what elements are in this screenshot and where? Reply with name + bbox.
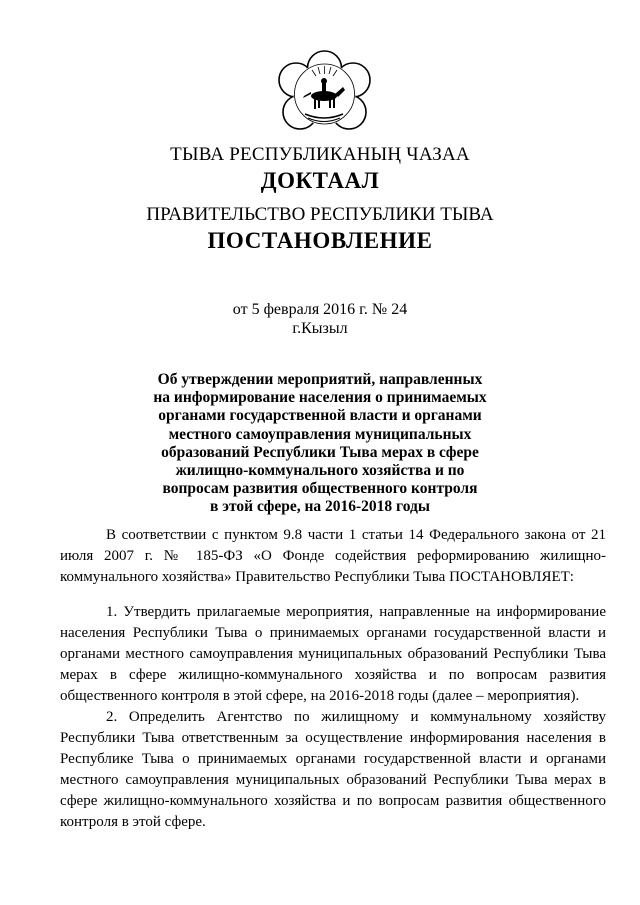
- tuvan-document-type: ДОКТААЛ: [260, 168, 380, 193]
- title-line: органами государственной власти и органами: [158, 407, 482, 425]
- russian-document-type: ПОСТАНОВЛЕНИЕ: [207, 228, 433, 253]
- title-line: местного самоуправления муниципальных: [168, 425, 472, 443]
- russian-government-name: ПРАВИТЕЛЬСТВО РЕСПУБЛИКИ ТЫВА: [146, 204, 494, 225]
- title-line: на информирование населения о принимаемых: [153, 389, 487, 407]
- title-line: образований Республики Тыва мерах в сфере: [161, 443, 479, 461]
- item-2-paragraph: 2. Определить Агентство по жилищному и коммунальному хозяйству Республики Тыва ответственным за осуществление информирования населения в Республике Тыва о принимаемых органами государственной власти и органами местного самоуправления муниципальных образований Республики Тыва мерах в сфере жилищно-коммунального хозяйства и по вопросам развития общественного контроля в этой сфере.: [60, 709, 606, 830]
- document-meta: [0, 300, 640, 338]
- title-line: жилищно-коммунального хозяйства и по: [175, 462, 465, 480]
- document-title: [150, 371, 490, 517]
- preamble-paragraph: В соответствии с пунктом 9.8 части 1 статьи 14 Федерального закона от 21 июля 2007 г. № 185-ФЗ «О Фонде содействия реформированию жилищно-коммунального хозяйства» Правительство Республики Тыва ПОСТАНОВЛЯЕТ:: [60, 527, 606, 585]
- city: г.Кызыл: [292, 320, 348, 337]
- title-line: в этой сфере, на 2016-2018 годы: [210, 498, 430, 516]
- date-number: от 5 февраля 2016 г. № 24: [232, 301, 408, 318]
- item-1-paragraph: 1. Утвердить прилагаемые мероприятия, направленные на информирование населения Республики Тыва о принимаемых органами государственной власти и органами местного самоуправления муниципальных образований Республики Тыва мерах в сфере жилищно-коммунального хозяйства и по вопросам развития общественного контроля в этой сфере, на 2016-2018 годы (далее – мероприятия).: [60, 604, 606, 704]
- tuvan-government-name: ТЫВА РЕСПУБЛИКАНЫҢ ЧАЗАА: [170, 144, 470, 165]
- title-line: Об утверждении мероприятий, направленных: [157, 371, 483, 388]
- coat-of-arms-icon: [277, 50, 372, 142]
- title-line: вопросам развития общественного контроля: [162, 480, 478, 498]
